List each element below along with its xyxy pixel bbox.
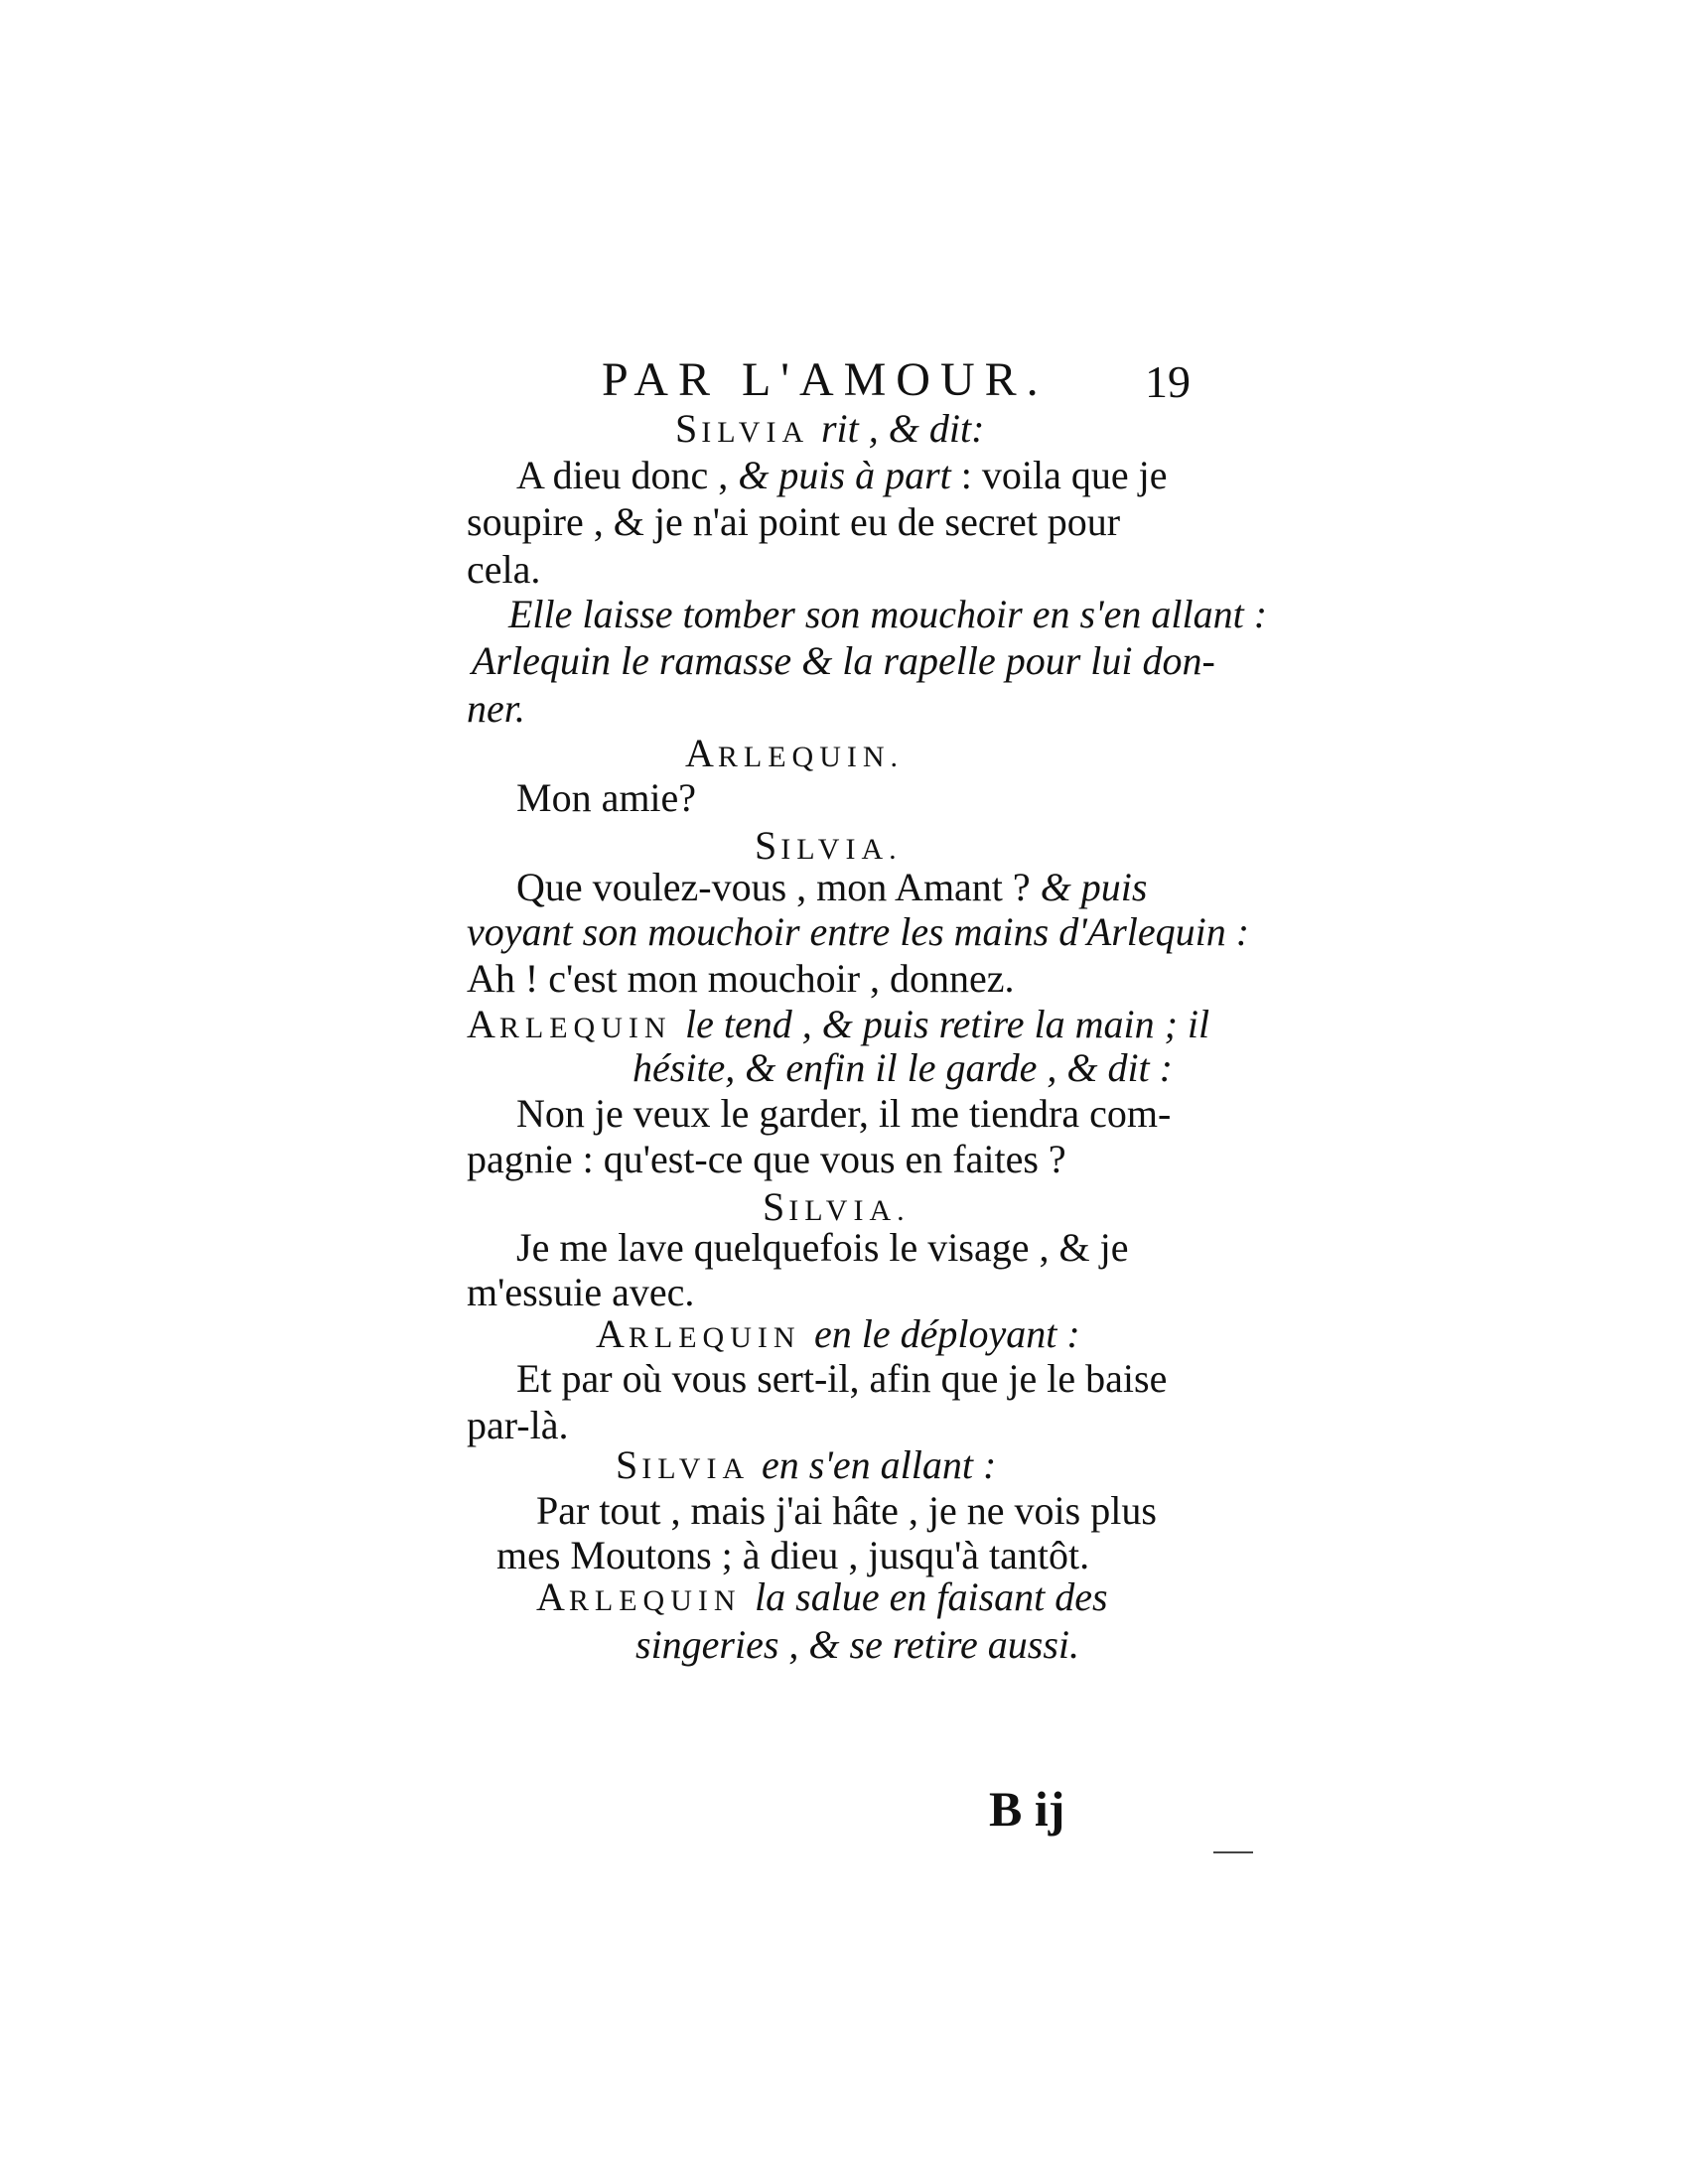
stage-direction: rit , & dit: [820, 406, 985, 451]
speaker-name: A [685, 731, 718, 775]
text-line [467, 1402, 568, 1449]
stage-direction: en le déployant : [814, 1311, 1080, 1356]
stage-direction: voyant son mouchoir entre les mains d'Arlequin : [467, 909, 1250, 954]
stage-direction: le tend , & puis retire la main ; il [685, 1002, 1210, 1046]
text-line [467, 955, 1015, 1003]
stage-direction: Elle laisse tomber son mouchoir en s'en allant : [508, 592, 1268, 636]
text-line [467, 498, 1120, 546]
text-line [685, 730, 904, 781]
dialogue-text: par-là. [467, 1403, 569, 1447]
dialogue-text: : voila que je [950, 453, 1168, 497]
dialogue-text: Mon amie? [516, 775, 697, 820]
dialogue-text: A dieu donc , [516, 453, 739, 497]
speaker-name: A [596, 1311, 629, 1356]
text-line [516, 1355, 1167, 1403]
text-line [472, 637, 1215, 685]
speaker-name: A [536, 1574, 569, 1619]
signature-mark: B ij [989, 1781, 1065, 1837]
stage-direction: la salue en faisant des [755, 1574, 1108, 1619]
text-line [516, 774, 696, 822]
text-line [536, 1487, 1157, 1535]
speaker-name: RLEQUIN. [717, 741, 905, 773]
dialogue-text: mes Moutons ; à dieu , jusqu'à tantôt. [496, 1533, 1090, 1577]
stage-direction: ner. [467, 686, 525, 731]
dialogue-text: Que voulez-vous , mon Amant ? [516, 865, 1041, 909]
speaker-name: S [755, 823, 781, 868]
text-line [467, 908, 1249, 956]
text-line [635, 1621, 1079, 1669]
text-line [516, 452, 1168, 499]
speaker-name: A [467, 1002, 499, 1046]
stage-direction: & puis [1040, 865, 1148, 909]
running-head: PAR L'AMOUR. [602, 353, 1049, 406]
text-line [536, 1573, 1108, 1625]
text-line [616, 1441, 996, 1493]
text-line [633, 1044, 1173, 1092]
dialogue-text: pagnie : qu'est-ce que vous en faites ? [467, 1137, 1066, 1181]
text-line [467, 546, 540, 594]
stage-direction: en s'en allant : [761, 1442, 997, 1487]
dialogue-text: Par tout , mais j'ai hâte , je ne vois plus [536, 1488, 1157, 1533]
text-line [675, 405, 984, 457]
dialogue-text: soupire , & je n'ai point eu de secret pour [467, 499, 1121, 544]
stage-direction: singeries , & se retire aussi. [635, 1622, 1080, 1667]
text-line [467, 1136, 1066, 1183]
speaker-name: ILVIA [641, 1452, 762, 1485]
stage-direction: Arlequin le ramasse & la rapelle pour lui don- [472, 638, 1215, 683]
speaker-name: RLEQUIN [568, 1584, 756, 1617]
speaker-name: ILVIA [701, 416, 821, 449]
speaker-name: RLEQUIN [498, 1012, 686, 1044]
speaker-name: S [616, 1442, 642, 1487]
text-line [508, 591, 1267, 638]
dialogue-text: cela. [467, 547, 541, 592]
text-line [516, 864, 1147, 911]
dialogue-text: Ah ! c'est mon mouchoir , donnez. [467, 956, 1015, 1001]
text-line [516, 1090, 1171, 1138]
speaker-name: S [675, 406, 702, 451]
dialogue-text: m'essuie avec. [467, 1270, 695, 1314]
text-line [467, 685, 525, 733]
text-line [467, 1269, 694, 1316]
dialogue-text: Je me lave quelquefois le visage , & je [516, 1225, 1129, 1270]
dialogue-text: Non je veux le garder, il me tiendra com- [516, 1091, 1172, 1136]
print-speck [1213, 1851, 1253, 1853]
dialogue-text: Et par où vous sert-il, afin que je le baise [516, 1356, 1168, 1401]
page-number: 19 [1145, 356, 1191, 407]
text-line [516, 1224, 1128, 1272]
speaker-name: RLEQUIN [628, 1321, 815, 1354]
speaker-name: ILVIA. [780, 833, 903, 866]
speaker-name: ILVIA. [788, 1194, 911, 1227]
stage-direction: hésite, & enfin il le garde , & dit : [633, 1045, 1173, 1090]
text-line [496, 1532, 1089, 1579]
speaker-name: S [763, 1184, 789, 1229]
stage-direction: & puis à part [738, 453, 951, 497]
